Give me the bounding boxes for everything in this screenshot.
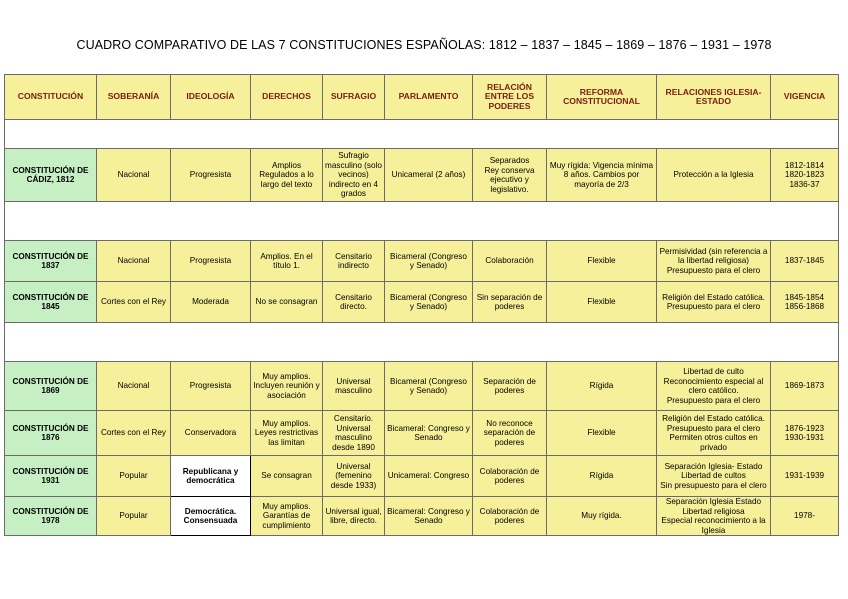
spacer-row bbox=[5, 323, 839, 362]
constitution-name: CONSTITUCIÓN DE 1869 bbox=[5, 362, 97, 411]
derechos-cell: Amplios. En el título 1. bbox=[251, 241, 323, 282]
constitution-name: CONSTITUCIÓN DE 1931 bbox=[5, 456, 97, 497]
header-soberania: SOBERANÍA bbox=[97, 75, 171, 120]
reforma-cell: Rígida bbox=[547, 362, 657, 411]
table-row bbox=[5, 456, 839, 497]
header-vigencia: VIGENCIA bbox=[771, 75, 839, 120]
vigencia-cell: 1812-1814 1820-1823 1836-37 bbox=[771, 149, 839, 202]
reforma-cell: Muy rígida. bbox=[547, 497, 657, 536]
derechos-cell: Amplios Regulados a lo largo del texto bbox=[251, 149, 323, 202]
relacion-cell: Colaboración de poderes bbox=[473, 497, 547, 536]
constitution-name: CONSTITUCIÓN DE 1876 bbox=[5, 411, 97, 456]
header-reforma: REFORMA CONSTITUCIONAL bbox=[547, 75, 657, 120]
header-sufragio: SUFRAGIO bbox=[323, 75, 385, 120]
derechos-cell: No se consagran bbox=[251, 282, 323, 323]
comparison-table bbox=[4, 74, 839, 536]
header-derechos: DERECHOS bbox=[251, 75, 323, 120]
vigencia-cell: 1876-1923 1930-1931 bbox=[771, 411, 839, 456]
iglesia-cell: Religión del Estado católica. Presupuesto para el clero bbox=[657, 282, 771, 323]
ideologia-cell: Progresista bbox=[171, 241, 251, 282]
reforma-cell: Muy rígida: Vigencia mínima 8 años. Cambios por mayoría de 2/3 bbox=[547, 149, 657, 202]
ideologia-cell: Progresista bbox=[171, 149, 251, 202]
parlamento-cell: Bicameral (Congreso y Senado) bbox=[385, 282, 473, 323]
vigencia-cell: 1837-1845 bbox=[771, 241, 839, 282]
sufragio-cell: Censitario. Universal masculino desde 1890 bbox=[323, 411, 385, 456]
reforma-cell: Rígida bbox=[547, 456, 657, 497]
derechos-cell: Se consagran bbox=[251, 456, 323, 497]
sufragio-cell: Universal masculino bbox=[323, 362, 385, 411]
iglesia-cell: Permisividad (sin referencia a la libertad religiosa) Presupuesto para el clero bbox=[657, 241, 771, 282]
derechos-cell: Muy amplios. Garantías de cumplimiento bbox=[251, 497, 323, 536]
spacer-row bbox=[5, 202, 839, 241]
relacion-cell: No reconoce separación de poderes bbox=[473, 411, 547, 456]
ideologia-cell: Democrática. Consensuada bbox=[171, 497, 251, 536]
parlamento-cell: Unicameral (2 años) bbox=[385, 149, 473, 202]
header-iglesia: RELACIONES IGLESIA-ESTADO bbox=[657, 75, 771, 120]
parlamento-cell: Bicameral: Congreso y Senado bbox=[385, 497, 473, 536]
table-row bbox=[5, 497, 839, 536]
spacer-cell bbox=[5, 323, 839, 362]
reforma-cell: Flexible bbox=[547, 241, 657, 282]
derechos-cell: Muy amplios. Leyes restrictivas las limitan bbox=[251, 411, 323, 456]
sufragio-cell: Universal (femenino desde 1933) bbox=[323, 456, 385, 497]
relacion-cell: Sin separación de poderes bbox=[473, 282, 547, 323]
sufragio-cell: Censitario directo. bbox=[323, 282, 385, 323]
constitution-name: CONSTITUCIÓN DE 1845 bbox=[5, 282, 97, 323]
soberania-cell: Nacional bbox=[97, 149, 171, 202]
sufragio-cell: Sufragio masculino (solo vecinos) indirecto en 4 grados bbox=[323, 149, 385, 202]
iglesia-cell: Separación Iglesia Estado Libertad religiosa Especial reconocimiento a la Iglesia bbox=[657, 497, 771, 536]
ideologia-cell: Moderada bbox=[171, 282, 251, 323]
ideologia-cell: Progresista bbox=[171, 362, 251, 411]
soberania-cell: Nacional bbox=[97, 362, 171, 411]
header-row bbox=[5, 75, 839, 120]
relacion-cell: Colaboración bbox=[473, 241, 547, 282]
parlamento-cell: Unicameral: Congreso bbox=[385, 456, 473, 497]
vigencia-cell: 1869-1873 bbox=[771, 362, 839, 411]
constitution-name: CONSTITUCIÓN DE 1978 bbox=[5, 497, 97, 536]
relacion-cell: Separados Rey conserva ejecutivo y legislativo. bbox=[473, 149, 547, 202]
iglesia-cell: Separación Iglesia- Estado Libertad de cultos Sin presupuesto para el clero bbox=[657, 456, 771, 497]
spacer-cell bbox=[5, 202, 839, 241]
sufragio-cell: Censitario indirecto bbox=[323, 241, 385, 282]
header-constitucion: CONSTITUCIÓN bbox=[5, 75, 97, 120]
table-row bbox=[5, 149, 839, 202]
constitution-name: CONSTITUCIÓN DE CÁDIZ, 1812 bbox=[5, 149, 97, 202]
relacion-cell: Separación de poderes bbox=[473, 362, 547, 411]
spacer-cell bbox=[5, 120, 839, 149]
header-relacion: RELACIÓN ENTRE LOS PODERES bbox=[473, 75, 547, 120]
iglesia-cell: Religión del Estado católica. Presupuesto para el clero Permiten otros cultos en privado bbox=[657, 411, 771, 456]
header-ideologia: IDEOLOGÍA bbox=[171, 75, 251, 120]
soberania-cell: Nacional bbox=[97, 241, 171, 282]
iglesia-cell: Protección a la Iglesia bbox=[657, 149, 771, 202]
parlamento-cell: Bicameral: Congreso y Senado bbox=[385, 411, 473, 456]
ideologia-cell: Republicana y democrática bbox=[171, 456, 251, 497]
soberania-cell: Cortes con el Rey bbox=[97, 282, 171, 323]
reforma-cell: Flexible bbox=[547, 411, 657, 456]
spacer-row bbox=[5, 120, 839, 149]
constitution-name: CONSTITUCIÓN DE 1837 bbox=[5, 241, 97, 282]
derechos-cell: Muy amplios. Incluyen reunión y asociación bbox=[251, 362, 323, 411]
parlamento-cell: Bicameral (Congreso y Senado) bbox=[385, 241, 473, 282]
page-title: CUADRO COMPARATIVO DE LAS 7 CONSTITUCIONES ESPAÑOLAS: 1812 – 1837 – 1845 – 1869 – 1876 – 1931 – 1978 bbox=[76, 38, 772, 52]
soberania-cell: Cortes con el Rey bbox=[97, 411, 171, 456]
header-parlamento: PARLAMENTO bbox=[385, 75, 473, 120]
iglesia-cell: Libertad de culto Reconocimiento especial al clero católico. Presupuesto para el clero bbox=[657, 362, 771, 411]
ideologia-cell: Conservadora bbox=[171, 411, 251, 456]
sufragio-cell: Universal igual, libre, directo. bbox=[323, 497, 385, 536]
vigencia-cell: 1845-1854 1856-1868 bbox=[771, 282, 839, 323]
reforma-cell: Flexible bbox=[547, 282, 657, 323]
soberania-cell: Popular bbox=[97, 456, 171, 497]
vigencia-cell: 1931-1939 bbox=[771, 456, 839, 497]
relacion-cell: Colaboración de poderes bbox=[473, 456, 547, 497]
parlamento-cell: Bicameral (Congreso y Senado) bbox=[385, 362, 473, 411]
table-row bbox=[5, 362, 839, 411]
vigencia-cell: 1978- bbox=[771, 497, 839, 536]
table-row bbox=[5, 282, 839, 323]
table-row bbox=[5, 241, 839, 282]
table-row bbox=[5, 411, 839, 456]
soberania-cell: Popular bbox=[97, 497, 171, 536]
